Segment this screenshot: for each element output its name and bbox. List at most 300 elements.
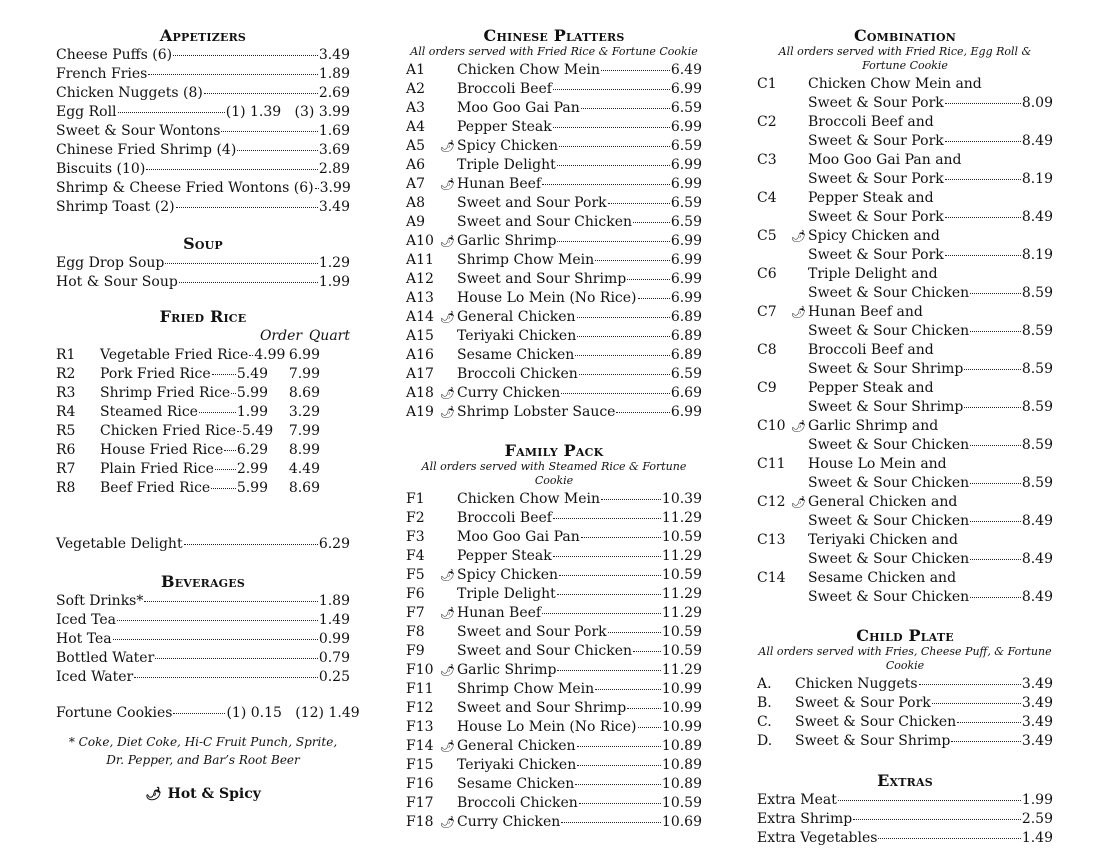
item-code: A19 — [406, 404, 434, 420]
menu-item-row — [406, 737, 702, 756]
fortune-cookies-row — [56, 704, 360, 723]
item-name: Triple Delight — [457, 586, 556, 602]
item-name: House Fried Rice — [100, 442, 224, 458]
item-name: Hunan Beef — [457, 176, 542, 192]
item-price: 1.49 — [1021, 830, 1053, 846]
fried-rice-row — [56, 403, 350, 422]
item-price: 0.25 — [318, 669, 350, 685]
dot-leader — [579, 802, 661, 804]
menu-item-row — [406, 118, 702, 137]
item-price: 6.99 — [670, 119, 702, 135]
footnote-line-1: * Coke, Diet Coke, Hi-C Fruit Punch, Sprite, — [68, 735, 338, 749]
item-name: French Fries — [56, 66, 148, 82]
fried-rice-row — [56, 441, 350, 460]
appetizers-title: Appetizers — [159, 26, 247, 45]
menu-item-row — [406, 61, 702, 80]
fried-rice-row — [56, 422, 350, 441]
item-name: Biscuits (10) — [56, 161, 146, 177]
pepper-icon: 🌶 — [791, 305, 807, 319]
item-name-line1: Chicken Chow Mein and — [808, 76, 982, 92]
item-code: A14 — [406, 309, 434, 325]
legend-label: Hot & Spicy — [167, 786, 261, 802]
chinese-platters-list — [406, 61, 702, 422]
fried-rice-row — [56, 384, 350, 403]
dot-leader — [577, 764, 661, 766]
dot-leader — [601, 69, 670, 71]
combo-item-row-continued — [757, 208, 1053, 227]
item-code: F7 — [406, 605, 425, 621]
item-price: 6.89 — [670, 328, 702, 344]
item-code: A1 — [406, 62, 426, 78]
item-name-line2: Sweet & Sour Pork — [808, 247, 944, 263]
item-code: F18 — [406, 814, 434, 830]
item-code: A9 — [406, 214, 426, 230]
dot-leader — [553, 555, 661, 557]
combo-item-row — [757, 531, 1053, 550]
item-price: 11.29 — [661, 548, 702, 564]
item-price: 8.09 — [1021, 95, 1053, 111]
item-price: 2.69 — [318, 85, 350, 101]
dot-leader — [595, 259, 670, 261]
dot-leader — [575, 783, 661, 785]
dot-leader — [557, 240, 669, 242]
pepper-icon: 🌶 — [440, 663, 456, 677]
menu-item-row — [56, 65, 350, 84]
item-name-line1: Triple Delight and — [808, 266, 938, 282]
item-name-line1: Pepper Steak and — [808, 380, 934, 396]
menu-item-row — [406, 547, 702, 566]
menu-item-row — [406, 365, 702, 384]
dot-leader — [148, 73, 317, 75]
extras-title: Extras — [877, 771, 933, 790]
item-code: F13 — [406, 719, 434, 735]
item-name: Chicken Chow Mein — [457, 491, 600, 507]
dot-leader — [616, 411, 669, 413]
combo-item-row — [757, 455, 1053, 474]
item-order-price: 5.49 — [236, 366, 268, 382]
menu-item-row — [406, 680, 702, 699]
dot-leader — [542, 183, 670, 185]
item-code: R4 — [56, 404, 76, 420]
item-price: 10.99 — [661, 681, 702, 697]
item-code: C. — [757, 714, 772, 730]
item-name: Steamed Rice — [100, 404, 198, 420]
item-price: 10.39 — [661, 491, 702, 507]
item-name-line2: Sweet & Sour Shrimp — [808, 361, 964, 377]
menu-column-middle — [406, 27, 702, 832]
combo-item-row — [757, 379, 1053, 398]
item-name: Moo Goo Gai Pan — [457, 529, 580, 545]
item-name-line1: Sesame Chicken and — [808, 570, 957, 586]
item-price: 8.59 — [1021, 323, 1053, 339]
dot-leader — [224, 449, 236, 451]
item-price: 8.59 — [1021, 285, 1053, 301]
item-code: A15 — [406, 328, 434, 344]
dot-leader — [117, 619, 318, 621]
item-name: Triple Delight — [457, 157, 556, 173]
item-price: 6.59 — [670, 195, 702, 211]
menu-item-row — [406, 490, 702, 509]
item-code: F5 — [406, 567, 425, 583]
menu-item-row — [406, 194, 702, 213]
item-price: 8.19 — [1021, 247, 1053, 263]
item-price: 11.29 — [661, 662, 702, 678]
item-name-group — [100, 460, 268, 479]
menu-item-row — [56, 611, 350, 630]
menu-item-row — [757, 829, 1053, 848]
combo-item-row-continued — [757, 284, 1053, 303]
item-code: F9 — [406, 643, 425, 659]
item-price: 10.59 — [661, 643, 702, 659]
item-code: A8 — [406, 195, 426, 211]
item-code: F4 — [406, 548, 425, 564]
pepper-icon: 🌶 — [440, 739, 456, 753]
order-column-header: Order — [259, 328, 303, 344]
item-name: Teriyaki Chicken — [457, 757, 577, 773]
item-code: A. — [757, 676, 772, 692]
item-name: Shrimp Toast (2) — [56, 199, 175, 215]
item-price: 8.49 — [1021, 589, 1053, 605]
item-name-line1: Moo Goo Gai Pan and — [808, 152, 962, 168]
item-price: 8.49 — [1021, 551, 1053, 567]
child-plate-list — [757, 675, 1053, 751]
item-code: C3 — [757, 152, 777, 168]
item-price: 0.79 — [318, 650, 350, 666]
item-name: Shrimp Fried Rice — [100, 385, 231, 401]
item-code: B. — [757, 695, 772, 711]
item-price: 8.59 — [1021, 437, 1053, 453]
dot-leader — [179, 281, 318, 283]
item-code: F2 — [406, 510, 425, 526]
menu-item-row — [406, 327, 702, 346]
combo-item-row-continued — [757, 170, 1053, 189]
item-code: A16 — [406, 347, 434, 363]
menu-item-row — [406, 80, 702, 99]
item-name: Broccoli Chicken — [457, 366, 578, 382]
item-name: Broccoli Chicken — [457, 795, 578, 811]
combo-item-row-continued — [757, 550, 1053, 569]
item-price: 6.99 — [670, 157, 702, 173]
item-quart-price: 8.69 — [288, 385, 320, 401]
dot-leader — [542, 612, 661, 614]
item-code: D. — [757, 733, 773, 749]
item-price: 1.89 — [318, 593, 350, 609]
item-quart-price: 7.99 — [288, 423, 320, 439]
item-code: R6 — [56, 442, 76, 458]
menu-item-row — [406, 813, 702, 832]
item-name: Iced Water — [56, 669, 134, 685]
child-plate-row — [757, 732, 1053, 751]
item-name: Sweet and Sour Shrimp — [457, 271, 627, 287]
item-price: 6.99 — [670, 252, 702, 268]
dot-leader — [231, 392, 236, 394]
combo-item-row — [757, 227, 1053, 246]
item-code: C7 — [757, 304, 777, 320]
menu-item-row — [406, 346, 702, 365]
dot-leader — [633, 221, 670, 223]
menu-item-row — [56, 630, 350, 649]
item-code: F11 — [406, 681, 434, 697]
combo-item-row-continued — [757, 360, 1053, 379]
item-price: 11.29 — [661, 586, 702, 602]
item-code: A13 — [406, 290, 434, 306]
item-code: A6 — [406, 157, 426, 173]
item-code: C13 — [757, 532, 786, 548]
menu-item-row — [406, 156, 702, 175]
item-code: C11 — [757, 456, 786, 472]
dot-leader — [964, 406, 1021, 408]
item-code: R5 — [56, 423, 76, 439]
menu-item-row — [406, 699, 702, 718]
pepper-icon: 🌶 — [440, 815, 456, 829]
dot-leader — [553, 517, 661, 519]
item-name-line1: Hunan Beef and — [808, 304, 923, 320]
item-quart-price: 3.29 — [288, 404, 320, 420]
dot-leader — [627, 707, 661, 709]
item-name-line2: Sweet & Sour Chicken — [808, 285, 970, 301]
item-name: Pepper Steak — [457, 548, 552, 564]
item-price: 3.99 — [319, 180, 351, 196]
item-price: 2.89 — [318, 161, 350, 177]
item-name: Extra Meat — [757, 792, 837, 808]
menu-item-row — [56, 198, 350, 217]
pepper-icon: 🌶 — [791, 495, 807, 509]
menu-item-row — [406, 623, 702, 642]
combo-item-row — [757, 417, 1053, 436]
item-price: 1.99 — [1021, 792, 1053, 808]
dot-leader — [176, 206, 318, 208]
item-price: 10.69 — [661, 814, 702, 830]
item-price: 8.49 — [1021, 133, 1053, 149]
fried-rice-column-headers — [56, 327, 350, 346]
menu-item-row — [406, 308, 702, 327]
dot-leader — [638, 726, 661, 728]
dot-leader — [838, 799, 1021, 801]
fried-rice-list — [56, 346, 350, 498]
dot-leader — [557, 669, 660, 671]
item-name: Sweet & Sour Shrimp — [795, 733, 951, 749]
dot-leader — [199, 411, 236, 413]
dot-leader — [577, 316, 670, 318]
fried-rice-row — [56, 460, 350, 479]
item-code: C2 — [757, 114, 777, 130]
item-code: C8 — [757, 342, 777, 358]
item-code: R2 — [56, 366, 76, 382]
item-name-line1: Garlic Shrimp and — [808, 418, 939, 434]
dot-leader — [970, 482, 1021, 484]
item-name: Garlic Shrimp — [457, 662, 557, 678]
item-code: A7 — [406, 176, 426, 192]
combo-item-row-continued — [757, 246, 1053, 265]
item-name: House Lo Mein (No Rice) — [457, 719, 637, 735]
dot-leader — [581, 536, 661, 538]
dot-leader — [577, 335, 670, 337]
menu-item-row — [406, 232, 702, 251]
item-name: Pork Fried Rice — [100, 366, 211, 382]
item-name: Hot Tea — [56, 631, 112, 647]
item-code: C1 — [757, 76, 777, 92]
extras-list — [757, 791, 1053, 848]
combo-item-row-continued — [757, 588, 1053, 607]
dot-leader — [144, 600, 317, 602]
combination-title: Combination — [853, 26, 957, 45]
item-code: F10 — [406, 662, 434, 678]
dot-leader — [945, 216, 1021, 218]
dot-leader — [553, 88, 670, 90]
soup-list — [56, 254, 350, 292]
dot-leader — [173, 712, 225, 714]
menu-item-row — [406, 528, 702, 547]
dot-leader — [173, 54, 318, 56]
item-price: 6.59 — [670, 214, 702, 230]
combination-list — [757, 75, 1053, 607]
dot-leader — [211, 487, 236, 489]
item-code: A2 — [406, 81, 426, 97]
menu-item-row — [56, 84, 350, 103]
dot-leader — [608, 631, 661, 633]
dot-leader — [878, 837, 1020, 839]
menu-item-row — [406, 509, 702, 528]
item-price: 8.19 — [1021, 171, 1053, 187]
item-name: Sweet and Sour Chicken — [457, 643, 633, 659]
item-name: Bottled Water — [56, 650, 155, 666]
dot-leader — [557, 593, 661, 595]
item-name-group — [100, 403, 268, 422]
item-price: (1) 1.39 (3) 3.99 — [225, 104, 350, 120]
dot-leader — [165, 262, 317, 264]
item-name: General Chicken — [457, 309, 576, 325]
item-code: A18 — [406, 385, 434, 401]
fried-rice-row — [56, 365, 350, 384]
child-plate-row — [757, 713, 1053, 732]
dot-leader — [575, 354, 670, 356]
dot-leader — [315, 187, 319, 189]
item-price: 10.59 — [661, 624, 702, 640]
menu-item-row — [406, 718, 702, 737]
dot-leader — [627, 278, 670, 280]
combo-item-row — [757, 303, 1053, 322]
item-name-group — [100, 365, 268, 384]
item-code: C10 — [757, 418, 786, 434]
dot-leader — [237, 430, 241, 432]
item-name: House Lo Mein (No Rice) — [457, 290, 637, 306]
menu-item-row — [406, 270, 702, 289]
combo-item-row-continued — [757, 94, 1053, 113]
dot-leader — [970, 330, 1021, 332]
item-price: 10.59 — [661, 529, 702, 545]
item-code: C9 — [757, 380, 777, 396]
item-name: Chicken Fried Rice — [100, 423, 237, 439]
dot-leader — [633, 650, 661, 652]
menu-item-row — [56, 122, 350, 141]
item-price: 10.99 — [661, 719, 702, 735]
item-code: F8 — [406, 624, 425, 640]
item-name: Pepper Steak — [457, 119, 552, 135]
item-name: Iced Tea — [56, 612, 116, 628]
item-name: Plain Fried Rice — [100, 461, 214, 477]
dot-leader — [595, 688, 661, 690]
item-name: Chicken Nuggets (8) — [56, 85, 203, 101]
menu-item-row — [56, 103, 350, 122]
item-price: 1.89 — [318, 66, 350, 82]
item-code: A4 — [406, 119, 426, 135]
combination-subtitle: All orders served with Fried Rice, Egg Roll & Fortune Cookie — [778, 45, 1032, 72]
item-code: C12 — [757, 494, 786, 510]
menu-item-row — [56, 46, 350, 65]
menu-item-row — [56, 160, 350, 179]
item-price: 6.99 — [670, 233, 702, 249]
pepper-icon: 🌶 — [440, 234, 456, 248]
item-name: Hunan Beef — [457, 605, 542, 621]
pepper-icon: 🌶 — [791, 419, 807, 433]
combo-item-row — [757, 75, 1053, 94]
item-price: 6.59 — [670, 138, 702, 154]
item-name-line1: Spicy Chicken and — [808, 228, 940, 244]
item-price: 6.49 — [670, 62, 702, 78]
menu-item-row — [406, 566, 702, 585]
item-price: (1) 0.15 (12) 1.49 — [226, 705, 360, 721]
dot-leader — [249, 354, 253, 356]
child-plate-subtitle: All orders served with Fries, Cheese Puff, & Fortune Cookie — [758, 645, 1052, 672]
dot-leader — [118, 111, 225, 113]
item-price: 1.49 — [318, 612, 350, 628]
menu-item-row — [406, 642, 702, 661]
item-name: Sweet and Sour Pork — [457, 624, 607, 640]
item-name-line1: Pepper Steak and — [808, 190, 934, 206]
item-name-line1: Broccoli Beef and — [808, 342, 934, 358]
menu-item-row — [56, 649, 350, 668]
combo-item-row-continued — [757, 322, 1053, 341]
item-name-line2: Sweet & Sour Pork — [808, 95, 944, 111]
item-name: Cheese Puffs (6) — [56, 47, 173, 63]
dot-leader — [970, 520, 1021, 522]
item-code: R1 — [56, 347, 76, 363]
item-name: Sesame Chicken — [457, 776, 575, 792]
quart-column-header: Quart — [308, 328, 350, 344]
item-name-line2: Sweet & Sour Chicken — [808, 437, 970, 453]
family-pack-title: Family Pack — [504, 441, 604, 460]
item-quart-price: 8.99 — [288, 442, 320, 458]
menu-item-row — [406, 99, 702, 118]
item-price: 2.59 — [1021, 811, 1053, 827]
item-price: 6.59 — [670, 100, 702, 116]
menu-item-row — [406, 585, 702, 604]
item-price: 1.69 — [318, 123, 350, 139]
dot-leader — [601, 498, 661, 500]
dot-leader — [579, 373, 670, 375]
item-code: C4 — [757, 190, 777, 206]
item-name: Egg Roll — [56, 104, 117, 120]
item-name: Chicken Nuggets — [795, 676, 918, 692]
dot-leader — [853, 818, 1021, 820]
item-name: General Chicken — [457, 738, 576, 754]
menu-item-row — [56, 141, 350, 160]
dot-leader — [134, 676, 318, 678]
item-price: 8.49 — [1021, 513, 1053, 529]
menu-item-row — [406, 251, 702, 270]
item-name-line2: Sweet & Sour Pork — [808, 209, 944, 225]
item-price: 3.49 — [318, 199, 350, 215]
item-name: Sweet & Sour Wontons — [56, 123, 221, 139]
dot-leader — [608, 202, 670, 204]
item-name-line2: Sweet & Sour Pork — [808, 133, 944, 149]
menu-item-row — [406, 403, 702, 422]
pepper-icon: 🌶 — [145, 787, 162, 802]
item-order-price: 5.99 — [236, 480, 268, 496]
menu-column-right — [757, 27, 1053, 848]
item-name-line1: Broccoli Beef and — [808, 114, 934, 130]
item-name-group — [100, 346, 286, 365]
